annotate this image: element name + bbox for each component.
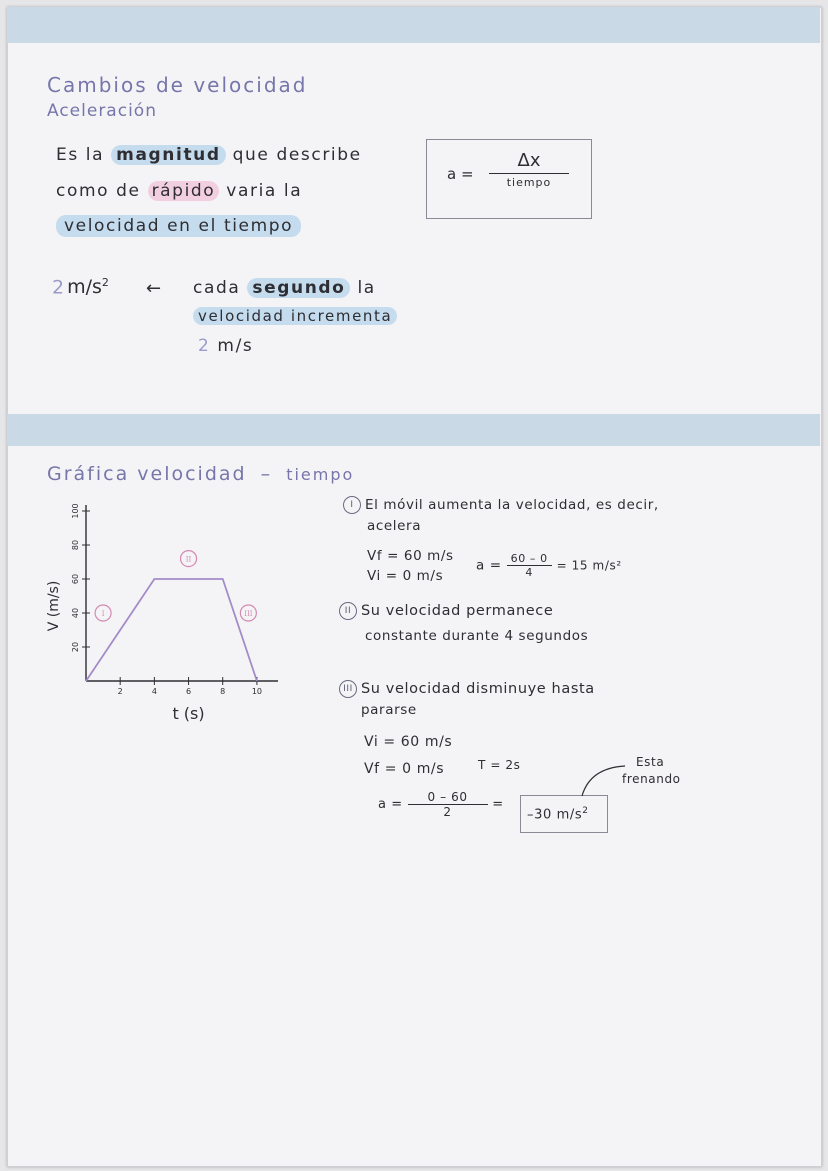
arrow-left-icon: ←: [146, 278, 162, 299]
x-tick-label: 2: [117, 687, 123, 696]
roman-badge-I: I: [343, 496, 361, 514]
x-axis-label: t (s): [172, 704, 205, 723]
result-value: –30 $m/s^2$: [527, 806, 589, 823]
y-tick-label: 60: [71, 573, 80, 585]
formula-lhs: a =: [447, 165, 474, 183]
roman-badge-II: II: [339, 602, 357, 620]
y-tick-label: 80: [71, 539, 80, 551]
section-title: Cambios de velocidad: [47, 73, 308, 97]
highlight-segundo: segundo: [247, 278, 350, 298]
result-box: [520, 795, 608, 833]
y-tick-label: 20: [71, 641, 80, 653]
callout-label-2: frenando: [622, 772, 681, 786]
y-axis-label: V (m/s): [46, 580, 62, 632]
note-three-time: T = 2s: [478, 758, 521, 772]
x-tick-label: 4: [151, 687, 157, 696]
x-tick-label: 6: [185, 687, 192, 696]
note-one-line-2: acelera: [367, 518, 422, 534]
formula-fraction: [489, 150, 569, 189]
velocity-time-chart: [40, 500, 290, 740]
callout-label-1: Esta: [636, 755, 665, 769]
note-one-vi: Vi = 0 m/s: [367, 568, 444, 584]
section-subtitle: Aceleración: [47, 101, 157, 121]
roman-badge-III: III: [339, 680, 357, 698]
y-tick-label: 100: [71, 503, 80, 519]
note-one-line-1: I El móvil aumenta la velocidad, es decir,: [343, 496, 659, 514]
definition-line-1: Es la magnitud que describe: [56, 145, 362, 165]
highlight-magnitud: magnitud: [111, 145, 225, 165]
highlight-velocidad: velocidad en el tiempo: [56, 215, 301, 237]
segment-marker-label: III: [244, 610, 253, 618]
note-one-vf: Vf = 60 m/s: [367, 548, 454, 564]
note-one-acceleration: a = $\frac{60 - 0}{4}$ = 15 m/s²: [476, 552, 622, 579]
segment-marker-label: II: [185, 555, 192, 564]
definition-line-3: [56, 216, 301, 236]
highlight-rapido: rápido: [148, 181, 220, 201]
definition-line-2: como de rápido varia la: [56, 181, 303, 201]
note-three-acceleration: a = $\frac{0 - 60}{2}$ =: [378, 790, 504, 819]
formula-denominator: tiempo: [506, 176, 552, 189]
segment-marker-label: I: [101, 610, 105, 618]
example-line-3: 2 m/s: [198, 336, 254, 356]
graph-section-title: Gráfica velocidad – tiempo: [47, 463, 355, 485]
note-three-vf: Vf = 0 m/s: [364, 761, 445, 777]
x-tick-label: 8: [220, 687, 226, 696]
example-line-2: [193, 307, 397, 325]
formula-numerator: Δx: [489, 150, 569, 174]
x-tick-label: 10: [251, 687, 263, 696]
velocity-line: [86, 579, 257, 681]
note-two-line-1: II Su velocidad permanece: [339, 602, 553, 620]
note-two-line-2: constante durante 4 segundos: [365, 628, 589, 644]
example-line-1: cada segundo la: [193, 278, 376, 298]
note-three-line-1: III Su velocidad disminuye hasta: [339, 680, 595, 698]
note-three-line-2: pararse: [361, 702, 417, 718]
note-three-vi: Vi = 60 m/s: [364, 734, 453, 750]
top-color-band: [7, 7, 820, 43]
formula-box: [426, 139, 592, 219]
middle-color-band: [7, 414, 820, 446]
example-value: 2 $m/s^2$: [52, 276, 109, 299]
highlight-velocidad-incrementa: velocidad incrementa: [193, 307, 397, 325]
y-tick-label: 40: [71, 607, 80, 619]
